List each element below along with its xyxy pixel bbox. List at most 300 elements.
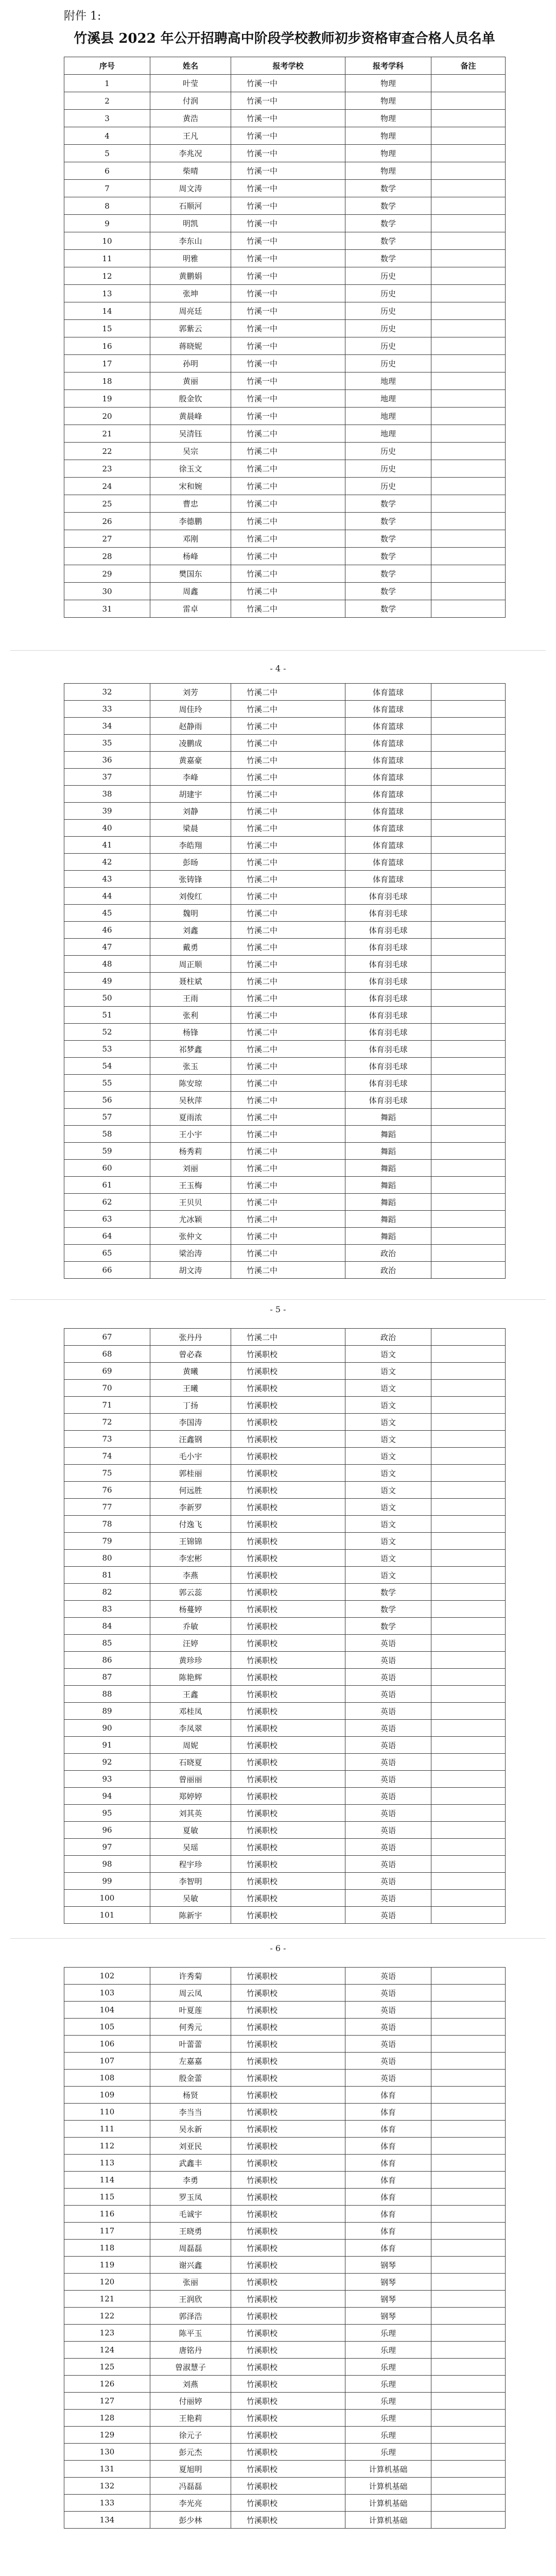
cell-school: 竹溪二中 [231, 973, 345, 990]
cell-school: 竹溪二中 [231, 939, 345, 956]
cell-school: 竹溪职校 [231, 1873, 345, 1890]
table-row [64, 2376, 506, 2393]
cell-note [431, 2036, 506, 2053]
cell-school: 竹溪一中 [231, 215, 345, 232]
cell-no: 7 [64, 180, 150, 197]
cell-subject: 舞蹈 [345, 1211, 431, 1228]
cell-subject: 乐理 [345, 2376, 431, 2393]
cell-name: 王晓勇 [150, 2223, 231, 2240]
cell-note [431, 922, 506, 939]
cell-no: 70 [64, 1380, 150, 1397]
cell-school: 竹溪二中 [231, 1245, 345, 1262]
cell-name: 陈平玉 [150, 2325, 231, 2342]
cell-note [431, 1465, 506, 1482]
table-row [64, 1533, 506, 1550]
table-row [64, 1024, 506, 1041]
cell-school: 竹溪一中 [231, 127, 345, 145]
cell-subject: 钢琴 [345, 2308, 431, 2325]
cell-no: 23 [64, 460, 150, 478]
cell-note [431, 267, 506, 285]
cell-school: 竹溪二中 [231, 1024, 345, 1041]
table-row [64, 145, 506, 162]
cell-no: 124 [64, 2342, 150, 2359]
table-row [64, 1805, 506, 1822]
cell-no: 11 [64, 250, 150, 267]
cell-school: 竹溪职校 [231, 1482, 345, 1499]
cell-note [431, 1414, 506, 1431]
cell-no: 117 [64, 2223, 150, 2240]
cell-school: 竹溪职校 [231, 1985, 345, 2002]
cell-no: 78 [64, 1516, 150, 1533]
cell-school: 竹溪职校 [231, 2444, 345, 2461]
cell-subject: 数学 [345, 1601, 431, 1618]
cell-note [431, 1143, 506, 1160]
cell-no: 59 [64, 1143, 150, 1160]
table-row [64, 1143, 506, 1160]
cell-subject: 体育篮球 [345, 752, 431, 769]
cell-name: 左嘉嘉 [150, 2053, 231, 2070]
cell-school: 竹溪职校 [231, 2512, 345, 2529]
table-row [64, 1499, 506, 1516]
cell-no: 98 [64, 1856, 150, 1873]
cell-school: 竹溪二中 [231, 600, 345, 618]
table-row [64, 1788, 506, 1805]
cell-no: 103 [64, 1985, 150, 2002]
cell-name: 李当当 [150, 2104, 231, 2121]
cell-subject: 体育羽毛球 [345, 973, 431, 990]
cell-name: 何远胜 [150, 1482, 231, 1499]
cell-name: 周佳玲 [150, 701, 231, 718]
cell-school: 竹溪二中 [231, 786, 345, 803]
cell-note [431, 180, 506, 197]
cell-no: 76 [64, 1482, 150, 1499]
cell-note [431, 75, 506, 92]
cell-subject: 语文 [345, 1363, 431, 1380]
table-row [64, 460, 506, 478]
table-row [64, 2019, 506, 2036]
table-row [64, 2172, 506, 2189]
cell-subject: 数学 [345, 583, 431, 600]
cell-subject: 体育 [345, 2104, 431, 2121]
cell-note [431, 197, 506, 215]
cell-name: 李皓翔 [150, 837, 231, 854]
cell-subject: 历史 [345, 460, 431, 478]
cell-no: 114 [64, 2172, 150, 2189]
table-row [64, 390, 506, 408]
cell-school: 竹溪二中 [231, 1075, 345, 1092]
cell-no: 74 [64, 1448, 150, 1465]
cell-name: 李光亮 [150, 2495, 231, 2512]
cell-note [431, 1805, 506, 1822]
cell-note [431, 127, 506, 145]
cell-subject: 体育 [345, 2138, 431, 2155]
cell-note [431, 786, 506, 803]
cell-subject: 英语 [345, 1788, 431, 1805]
cell-subject: 物理 [345, 75, 431, 92]
cell-subject: 体育 [345, 2206, 431, 2223]
cell-no: 123 [64, 2325, 150, 2342]
cell-subject: 语文 [345, 1499, 431, 1516]
cell-no: 25 [64, 495, 150, 513]
table-row [64, 355, 506, 372]
cell-subject: 数学 [345, 495, 431, 513]
cell-name: 叶夏莲 [150, 2002, 231, 2019]
cell-name: 付丽婷 [150, 2393, 231, 2410]
cell-note [431, 337, 506, 355]
cell-name: 武鑫丰 [150, 2155, 231, 2172]
cell-subject: 语文 [345, 1346, 431, 1363]
cell-note [431, 285, 506, 302]
cell-subject: 地理 [345, 372, 431, 390]
cell-no: 6 [64, 162, 150, 180]
cell-no: 54 [64, 1058, 150, 1075]
cell-no: 84 [64, 1618, 150, 1635]
cell-no: 100 [64, 1890, 150, 1907]
cell-subject: 体育篮球 [345, 735, 431, 752]
cell-no: 130 [64, 2444, 150, 2461]
cell-school: 竹溪二中 [231, 530, 345, 548]
cell-name: 周磊磊 [150, 2240, 231, 2257]
cell-name: 尤冰颖 [150, 1211, 231, 1228]
cell-no: 112 [64, 2138, 150, 2155]
cell-subject: 政治 [345, 1262, 431, 1279]
cell-school: 竹溪二中 [231, 684, 345, 701]
table-row [64, 1058, 506, 1075]
cell-note [431, 320, 506, 337]
cell-name: 王玉梅 [150, 1177, 231, 1194]
cell-name: 乔敏 [150, 1618, 231, 1635]
table-row [64, 684, 506, 701]
cell-school: 竹溪一中 [231, 390, 345, 408]
cell-name: 张铸锋 [150, 871, 231, 888]
cell-name: 张丹丹 [150, 1329, 231, 1346]
cell-school: 竹溪二中 [231, 803, 345, 820]
cell-school: 竹溪一中 [231, 320, 345, 337]
table-row [64, 2427, 506, 2444]
cell-no: 34 [64, 718, 150, 735]
candidate-table [64, 683, 506, 1279]
cell-no: 92 [64, 1754, 150, 1771]
cell-no: 90 [64, 1720, 150, 1737]
cell-subject: 数学 [345, 513, 431, 530]
cell-no: 28 [64, 548, 150, 565]
cell-no: 42 [64, 854, 150, 871]
cell-no: 126 [64, 2376, 150, 2393]
cell-no: 26 [64, 513, 150, 530]
cell-school: 竹溪二中 [231, 871, 345, 888]
table-row [64, 1262, 506, 1279]
cell-subject: 历史 [345, 285, 431, 302]
cell-school: 竹溪二中 [231, 1228, 345, 1245]
cell-subject: 语文 [345, 1465, 431, 1482]
table-row [64, 2308, 506, 2325]
cell-note [431, 390, 506, 408]
cell-school: 竹溪职校 [231, 2257, 345, 2274]
cell-name: 周亮廷 [150, 302, 231, 320]
cell-school: 竹溪职校 [231, 1414, 345, 1431]
cell-note [431, 1262, 506, 1279]
cell-subject: 舞蹈 [345, 1228, 431, 1245]
page-1-table [64, 57, 505, 618]
cell-subject: 体育篮球 [345, 854, 431, 871]
cell-note [431, 232, 506, 250]
table-row [64, 75, 506, 92]
cell-subject: 体育羽毛球 [345, 1024, 431, 1041]
table-row [64, 1669, 506, 1686]
cell-no: 38 [64, 786, 150, 803]
cell-school: 竹溪二中 [231, 1177, 345, 1194]
cell-subject: 体育羽毛球 [345, 1092, 431, 1109]
table-row [64, 2155, 506, 2172]
cell-subject: 体育羽毛球 [345, 956, 431, 973]
cell-no: 122 [64, 2308, 150, 2325]
cell-subject: 数学 [345, 1584, 431, 1601]
cell-school: 竹溪一中 [231, 75, 345, 92]
cell-school: 竹溪职校 [231, 2002, 345, 2019]
cell-note [431, 1669, 506, 1686]
table-row [64, 871, 506, 888]
cell-note [431, 1533, 506, 1550]
cell-no: 43 [64, 871, 150, 888]
cell-school: 竹溪一中 [231, 162, 345, 180]
cell-subject: 乐理 [345, 2444, 431, 2461]
cell-note [431, 1737, 506, 1754]
table-row [64, 1397, 506, 1414]
cell-no: 111 [64, 2121, 150, 2138]
cell-note [431, 1499, 506, 1516]
cell-school: 竹溪二中 [231, 513, 345, 530]
cell-name: 刘静 [150, 803, 231, 820]
table-row [64, 1041, 506, 1058]
cell-note [431, 718, 506, 735]
cell-note [431, 495, 506, 513]
cell-name: 宋和婉 [150, 478, 231, 495]
cell-name: 杨峰 [150, 548, 231, 565]
table-row [64, 2257, 506, 2274]
cell-subject: 体育篮球 [345, 769, 431, 786]
cell-subject: 舞蹈 [345, 1194, 431, 1211]
cell-note [431, 1720, 506, 1737]
cell-subject: 英语 [345, 1839, 431, 1856]
cell-subject: 计算机基础 [345, 2512, 431, 2529]
cell-school: 竹溪职校 [231, 2393, 345, 2410]
page-number: - 4 - [270, 664, 286, 673]
table-row [64, 250, 506, 267]
cell-note [431, 905, 506, 922]
cell-no: 2 [64, 92, 150, 110]
cell-school: 竹溪职校 [231, 2495, 345, 2512]
cell-school: 竹溪职校 [231, 2087, 345, 2104]
cell-school: 竹溪职校 [231, 2070, 345, 2087]
table-row [64, 2240, 506, 2257]
cell-school: 竹溪二中 [231, 837, 345, 854]
cell-no: 13 [64, 285, 150, 302]
page-divider [10, 1938, 546, 1939]
cell-no: 118 [64, 2240, 150, 2257]
table-row [64, 1126, 506, 1143]
cell-note [431, 1058, 506, 1075]
page-divider [10, 650, 546, 651]
cell-name: 彭元杰 [150, 2444, 231, 2461]
cell-name: 王润欣 [150, 2291, 231, 2308]
header-note: 备注 [431, 57, 506, 75]
cell-note [431, 1652, 506, 1669]
cell-no: 27 [64, 530, 150, 548]
cell-school: 竹溪职校 [231, 1652, 345, 1669]
cell-school: 竹溪职校 [231, 2376, 345, 2393]
cell-no: 33 [64, 701, 150, 718]
cell-subject: 英语 [345, 2070, 431, 2087]
candidate-table [64, 1967, 506, 2529]
cell-note [431, 2291, 506, 2308]
table-row [64, 320, 506, 337]
cell-no: 15 [64, 320, 150, 337]
cell-name: 张利 [150, 1007, 231, 1024]
cell-name: 王鑫 [150, 1686, 231, 1703]
cell-no: 97 [64, 1839, 150, 1856]
cell-subject: 钢琴 [345, 2257, 431, 2274]
table-row [64, 905, 506, 922]
cell-subject: 乐理 [345, 2427, 431, 2444]
cell-note [431, 2495, 506, 2512]
cell-note [431, 1754, 506, 1771]
cell-subject: 计算机基础 [345, 2495, 431, 2512]
cell-subject: 体育 [345, 2240, 431, 2257]
cell-subject: 体育 [345, 2172, 431, 2189]
cell-name: 李峰 [150, 769, 231, 786]
cell-note [431, 478, 506, 495]
cell-subject: 体育 [345, 2155, 431, 2172]
table-row [64, 1109, 506, 1126]
table-row [64, 232, 506, 250]
cell-no: 115 [64, 2189, 150, 2206]
cell-note [431, 888, 506, 905]
cell-no: 61 [64, 1177, 150, 1194]
table-row [64, 2291, 506, 2308]
cell-name: 王雨 [150, 990, 231, 1007]
cell-note [431, 1160, 506, 1177]
cell-no: 17 [64, 355, 150, 372]
cell-school: 竹溪二中 [231, 701, 345, 718]
cell-note [431, 939, 506, 956]
cell-no: 66 [64, 1262, 150, 1279]
cell-school: 竹溪职校 [231, 1788, 345, 1805]
cell-no: 109 [64, 2087, 150, 2104]
table-row [64, 1703, 506, 1720]
table-row [64, 1601, 506, 1618]
cell-note [431, 215, 506, 232]
table-row [64, 1822, 506, 1839]
cell-note [431, 803, 506, 820]
cell-note [431, 1126, 506, 1143]
table-row [64, 1160, 506, 1177]
cell-no: 110 [64, 2104, 150, 2121]
cell-name: 唐铭丹 [150, 2342, 231, 2359]
table-row [64, 1414, 506, 1431]
cell-school: 竹溪二中 [231, 1211, 345, 1228]
cell-name: 刘芳 [150, 684, 231, 701]
cell-no: 35 [64, 735, 150, 752]
cell-no: 99 [64, 1873, 150, 1890]
cell-subject: 语文 [345, 1431, 431, 1448]
cell-note [431, 145, 506, 162]
table-row [64, 2070, 506, 2087]
cell-note [431, 162, 506, 180]
cell-note [431, 2240, 506, 2257]
cell-note [431, 1822, 506, 1839]
cell-no: 50 [64, 990, 150, 1007]
cell-name: 赵静雨 [150, 718, 231, 735]
table-row [64, 2104, 506, 2121]
cell-subject: 语文 [345, 1550, 431, 1567]
cell-no: 19 [64, 390, 150, 408]
table-row [64, 180, 506, 197]
table-row [64, 956, 506, 973]
cell-name: 明雅 [150, 250, 231, 267]
cell-subject: 数学 [345, 215, 431, 232]
table-row [64, 372, 506, 390]
cell-school: 竹溪二中 [231, 1041, 345, 1058]
table-row [64, 478, 506, 495]
cell-note [431, 2206, 506, 2223]
cell-note [431, 583, 506, 600]
cell-name: 胡文涛 [150, 1262, 231, 1279]
cell-school: 竹溪职校 [231, 1822, 345, 1839]
cell-school: 竹溪二中 [231, 990, 345, 1007]
cell-name: 张坤 [150, 285, 231, 302]
cell-note [431, 2104, 506, 2121]
cell-subject: 体育羽毛球 [345, 905, 431, 922]
cell-subject: 乐理 [345, 2393, 431, 2410]
cell-name: 王曦 [150, 1380, 231, 1397]
cell-school: 竹溪二中 [231, 1058, 345, 1075]
cell-school: 竹溪职校 [231, 2461, 345, 2478]
cell-name: 蒋晓妮 [150, 337, 231, 355]
cell-no: 104 [64, 2002, 150, 2019]
cell-note [431, 443, 506, 460]
cell-school: 竹溪职校 [231, 2308, 345, 2325]
cell-note [431, 2376, 506, 2393]
cell-school: 竹溪职校 [231, 2104, 345, 2121]
cell-subject: 语文 [345, 1397, 431, 1414]
table-row [64, 2410, 506, 2427]
table-header-row [64, 57, 506, 75]
cell-subject: 计算机基础 [345, 2478, 431, 2495]
cell-subject: 乐理 [345, 2410, 431, 2427]
table-row [64, 267, 506, 285]
cell-subject: 体育 [345, 2223, 431, 2240]
cell-no: 68 [64, 1346, 150, 1363]
cell-subject: 数学 [345, 197, 431, 215]
cell-name: 李燕 [150, 1567, 231, 1584]
cell-subject: 体育篮球 [345, 718, 431, 735]
cell-subject: 体育 [345, 2087, 431, 2104]
cell-name: 郭桂丽 [150, 1465, 231, 1482]
cell-note [431, 1380, 506, 1397]
cell-note [431, 2172, 506, 2189]
cell-note [431, 1075, 506, 1092]
cell-note [431, 1618, 506, 1635]
cell-name: 殷金蕾 [150, 2070, 231, 2087]
cell-school: 竹溪职校 [231, 1533, 345, 1550]
cell-name: 曹忠 [150, 495, 231, 513]
cell-no: 5 [64, 145, 150, 162]
cell-name: 王艳莉 [150, 2410, 231, 2427]
cell-school: 竹溪一中 [231, 232, 345, 250]
cell-name: 李德鹏 [150, 513, 231, 530]
cell-name: 吴宗 [150, 443, 231, 460]
cell-school: 竹溪职校 [231, 2189, 345, 2206]
